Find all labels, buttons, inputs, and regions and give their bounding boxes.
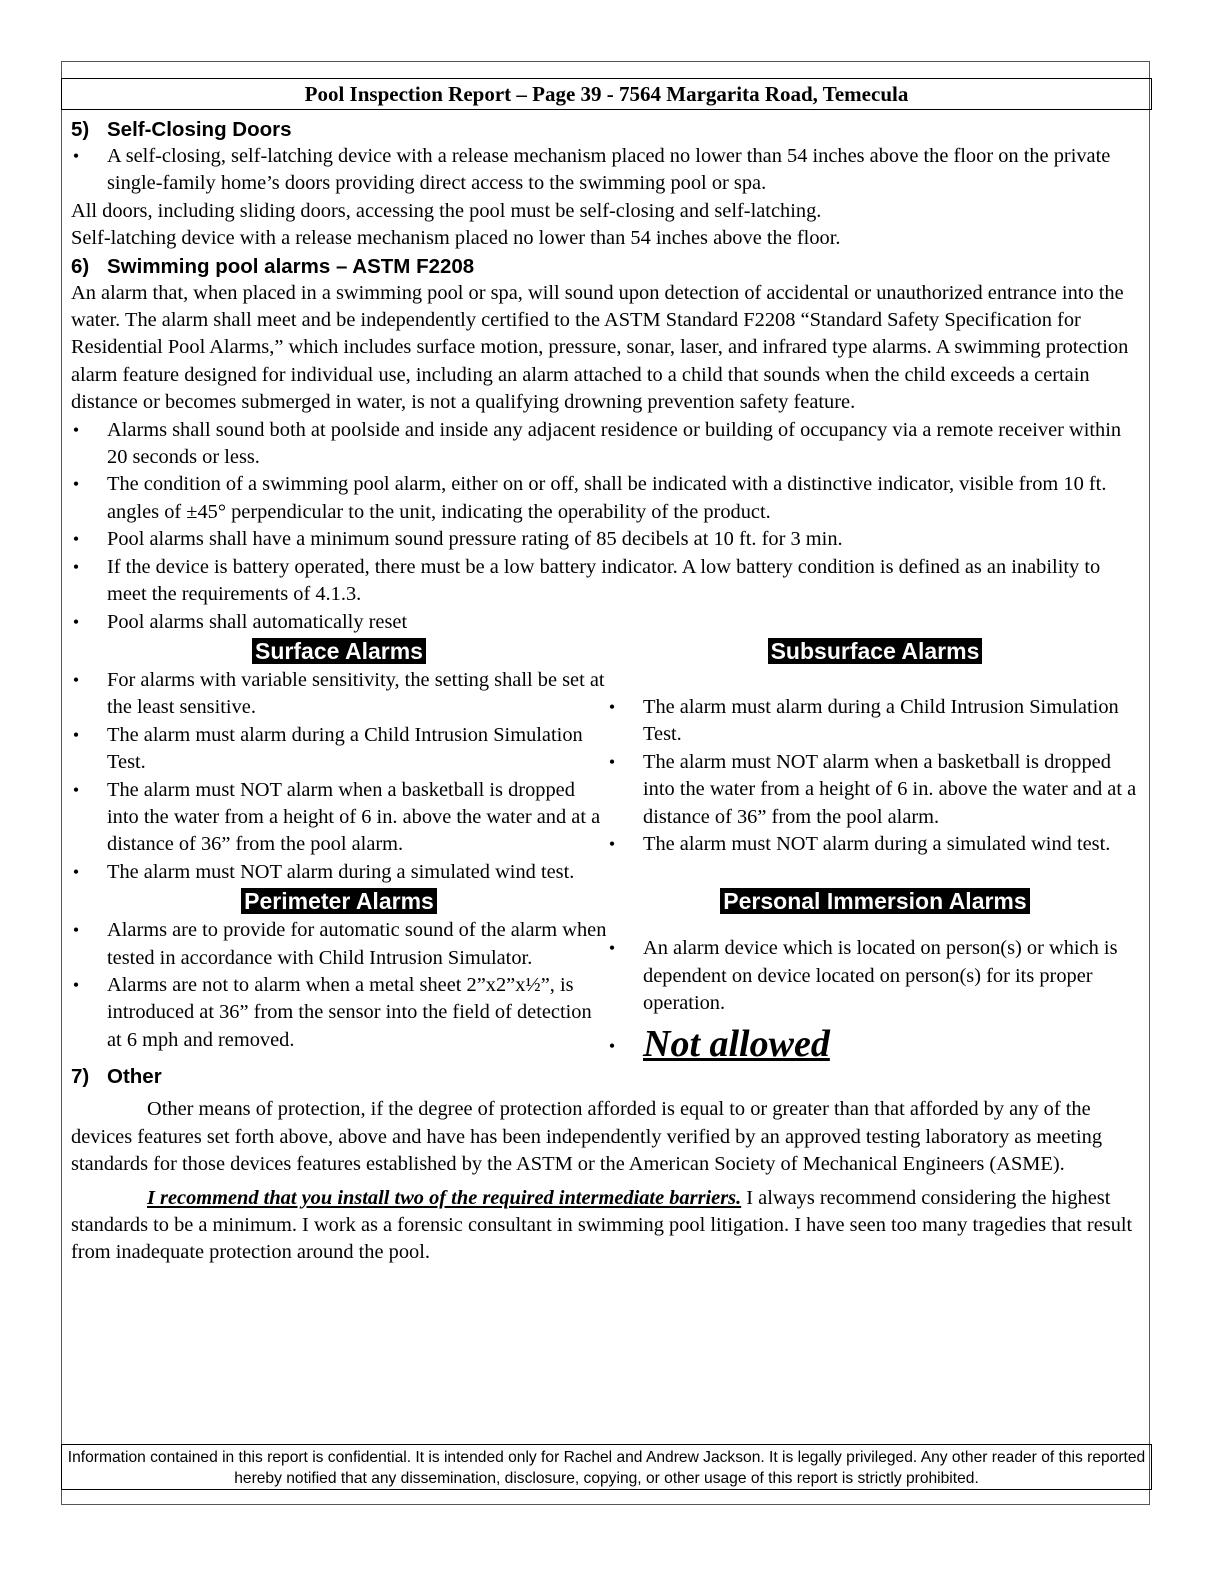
- bullet-icon: •: [608, 938, 616, 959]
- paragraph: All doors, including sliding doors, accessing the pool must be self-closing and self-latching.: [71, 199, 822, 222]
- list-item: • The alarm must NOT alarm when a basketball is dropped into the water from a height of 6 in. above the water and at a distance of 36” from the pool alarm.: [72, 778, 601, 856]
- subsurface-alarms-column: [607, 636, 1143, 886]
- list-item: • Alarms are not to alarm when a metal sheet 2”x2”x½”, is introduced at 36” from the sensor into the field of detection at 6 mph and removed.: [72, 973, 592, 1051]
- bullet-icon: •: [72, 146, 80, 166]
- paragraph: An alarm that, when placed in a swimming pool or spa, will sound upon detection of accidental or unauthorized entrance into the water. The alarm shall meet and be independently certified to the ASTM Standard F2208 “Standard Safety Specification for Residential Pool Alarms,” which includes surface motion, pressure, sonar, laser, and infrared type alarms. A swimming protection alarm feature designed for individual use, including an alarm attached to a child that sounds when the child exceeds a certain distance or becomes submerged in water, is not a qualifying drowning prevention safety feature.: [71, 281, 1129, 414]
- recommendation-emphasis: I recommend that you install two of the required intermediate barriers.: [147, 1186, 742, 1209]
- perimeter-alarms-column: [71, 886, 607, 1067]
- bullet-icon: •: [72, 611, 80, 632]
- bullet-icon: •: [72, 920, 80, 941]
- bullet-icon: •: [608, 696, 616, 717]
- paragraph: Self-latching device with a release mechanism placed no lower than 54 inches above the floor.: [71, 227, 841, 250]
- section-title: Self-Closing Doors: [107, 118, 292, 141]
- list-item: • Alarms are to provide for automatic sound of the alarm when tested in accordance with Child Intrusion Simulator.: [72, 919, 607, 969]
- section-title: Other: [107, 1065, 162, 1089]
- subsurface-alarms-title: Subsurface Alarms: [607, 636, 1143, 667]
- bullet-icon: •: [608, 833, 616, 854]
- list-item: • The alarm must alarm during a Child Intrusion Simulation Test.: [608, 695, 1119, 746]
- list-item: • The alarm must NOT alarm during a simulated wind test.: [71, 859, 607, 886]
- section-number: 7): [71, 1065, 90, 1089]
- paragraph: Other means of protection, if the degree of protection afforded is equal to or greater than that afforded by any of the devices features set forth above, above and have has been independently verified by an approved testing laboratory as meeting standards for those devices features established by the ASTM or the American Society of Mechanical Engineers (ASME).: [71, 1098, 1103, 1176]
- bullet-icon: •: [72, 556, 80, 577]
- list-item: • Pool alarms shall have a minimum sound pressure rating of 85 decibels at 10 ft. for 3 min.: [71, 526, 1143, 553]
- list-item: • For alarms with variable sensitivity, the setting shall be set at the least sensitive.: [72, 668, 605, 719]
- bullet-icon: •: [72, 974, 80, 995]
- personal-immersion-column: [607, 886, 1143, 1067]
- personal-immersion-title: Personal Immersion Alarms: [607, 886, 1143, 917]
- alarm-columns-row-2: [71, 886, 1143, 1067]
- bullet-icon: •: [608, 751, 616, 772]
- list-item: • The alarm must NOT alarm during a simulated wind test.: [607, 831, 1143, 858]
- report-body: [71, 116, 1143, 1267]
- bullet-icon: •: [72, 474, 80, 495]
- alarm-columns-row-1: [71, 636, 1143, 886]
- bullet-icon: •: [608, 1036, 616, 1057]
- bullet-icon: •: [72, 724, 80, 745]
- section-5-heading: [71, 116, 1143, 143]
- bullet-icon: •: [72, 669, 80, 690]
- section-number: 6): [71, 254, 90, 278]
- list-item: • Alarms shall sound both at poolside and inside any adjacent residence or building of occupancy via a remote receiver within 20 seconds or less.: [72, 418, 1122, 469]
- not-allowed-text: Not allowed: [643, 1023, 830, 1066]
- bullet-icon: •: [72, 419, 80, 440]
- bullet-icon: •: [72, 529, 80, 550]
- list-item: • A self-closing, self-latching device with a release mechanism placed no lower than 54 inches above the floor on the private single-family home’s doors providing direct access to the swimming pool or spa.: [72, 145, 1111, 195]
- list-item: • The condition of a swimming pool alarm, either on or off, shall be indicated with a distinctive indicator, visible from 10 ft. angles of ±45° perpendicular to the unit, indicating the operability of the product.: [72, 473, 1107, 523]
- recommendation-paragraph: I recommend that you install two of the required intermediate barriers. I always recommend considering the highest standards to be a minimum. I work as a forensic consultant in swimming pool litigation. I have seen too many tragedies that result from inadequate protection around the pool.: [71, 1186, 1133, 1264]
- list-item: • The alarm must NOT alarm when a basketball is dropped into the water from a height of 6 in. above the water and at a distance of 36” from the pool alarm.: [608, 750, 1137, 828]
- section-6-heading: [71, 253, 1143, 280]
- page-header: Pool Inspection Report – Page 39 - 7564 Margarita Road, Temecula: [61, 78, 1152, 110]
- section-7-heading: [71, 1063, 1143, 1090]
- confidentiality-footer: Information contained in this report is confidential. It is intended only for Rachel and Andrew Jackson. It is legally privileged. Any other reader of this reported hereby notified that any dissemination, disclosure, copying, or other usage of this report is strictly prohibited.: [61, 1444, 1152, 1490]
- surface-alarms-column: [71, 636, 607, 886]
- bullet-icon: •: [72, 779, 80, 800]
- not-allowed-item: [607, 1021, 1143, 1067]
- list-item: • An alarm device which is located on person(s) or which is dependent on device located on person(s) for its proper operation.: [608, 937, 1118, 1014]
- perimeter-alarms-title: Perimeter Alarms: [71, 886, 607, 917]
- surface-alarms-title: Surface Alarms: [71, 636, 607, 667]
- bullet-icon: •: [72, 861, 80, 882]
- list-item: • If the device is battery operated, there must be a low battery indicator. A low battery condition is defined as an inability to meet the requirements of 4.1.3.: [72, 555, 1101, 606]
- list-item: • Pool alarms shall automatically reset: [71, 609, 1143, 636]
- section-number: 5): [71, 118, 90, 141]
- section-title: Swimming pool alarms – ASTM F2208: [107, 254, 475, 278]
- list-item: • The alarm must alarm during a Child Intrusion Simulation Test.: [72, 723, 583, 774]
